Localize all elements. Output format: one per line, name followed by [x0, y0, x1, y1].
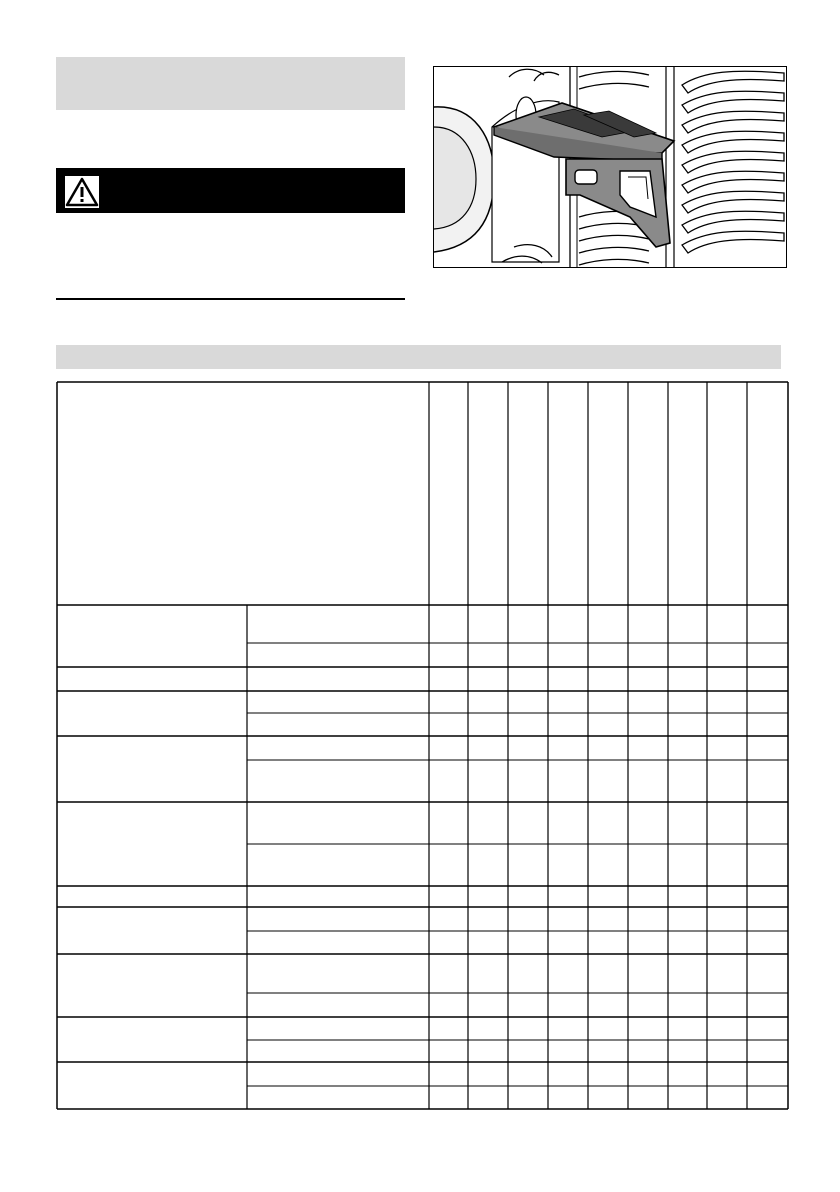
- maintenance-schedule-table: [56, 381, 790, 1113]
- section-title-bar: [56, 345, 781, 369]
- table-grid: [56, 381, 790, 1113]
- stand-bracket-illustration: [433, 66, 787, 268]
- warning-banner: [56, 168, 405, 213]
- warning-triangle-icon: [65, 176, 99, 208]
- section-header-bar: [56, 57, 405, 110]
- divider-line: [56, 298, 405, 300]
